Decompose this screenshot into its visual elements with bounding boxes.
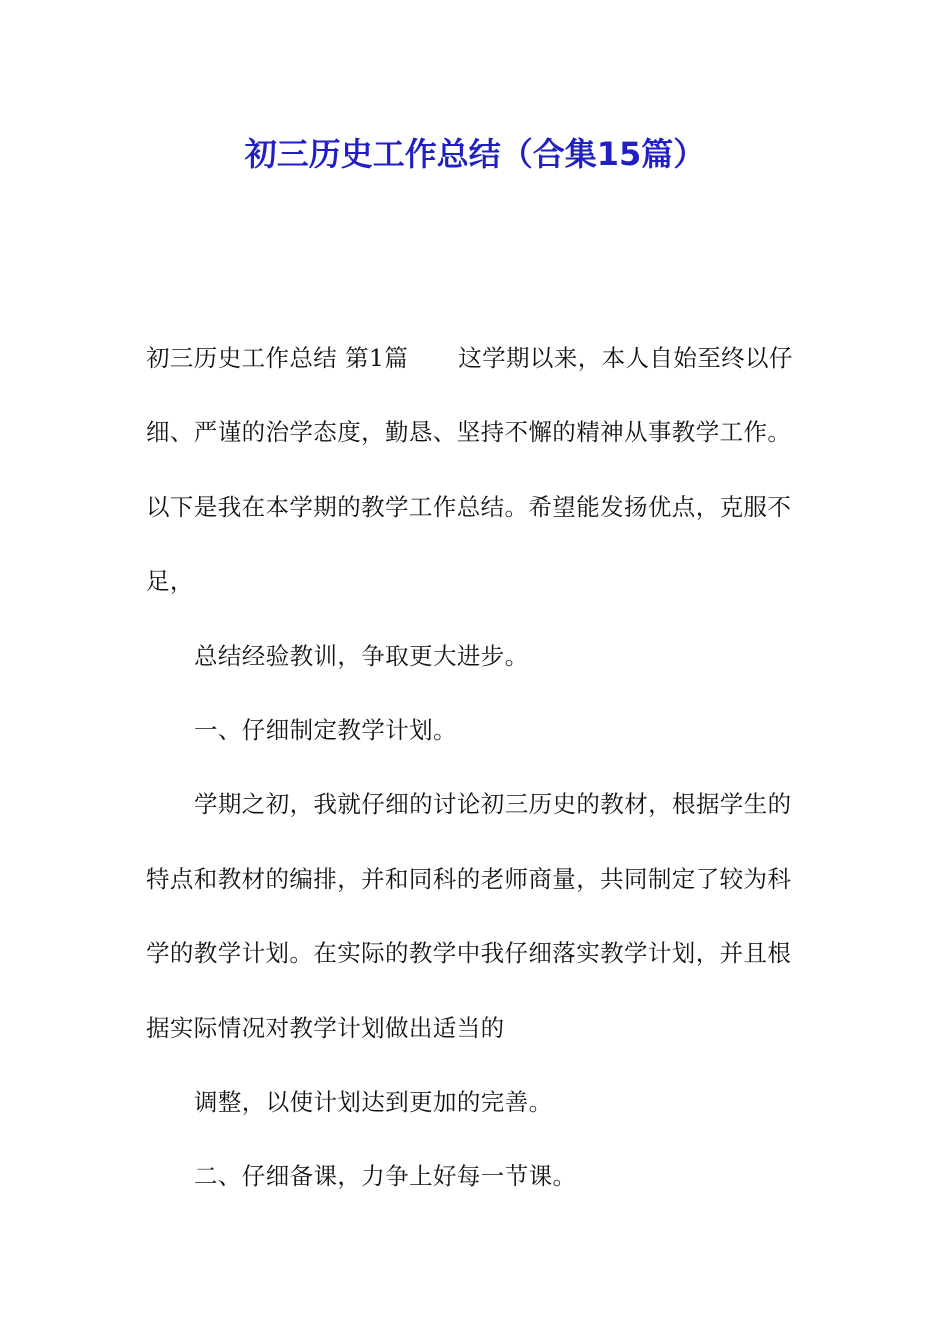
paragraph-line-8: 特点和教材的编排，并和同科的老师商量，共同制定了较为科 [146, 864, 792, 893]
document-body [146, 338, 806, 1231]
paragraph-line-4: 足， [146, 567, 194, 596]
paragraph-line-11: 调整，以使计划达到更加的完善。 [194, 1087, 553, 1116]
paragraph-line-5: 总结经验教训，争取更大进步。 [194, 641, 529, 670]
paragraph-line-10: 据实际情况对教学计划做出适当的 [146, 1013, 505, 1042]
paragraph-line-2: 细、严谨的治学态度，勤恳、坚持不懈的精神从事教学工作。 [146, 418, 792, 447]
section-heading-1: 一、仔细制定教学计划。 [194, 715, 457, 744]
paragraph-line-7: 学期之初，我就仔细的讨论初三历史的教材，根据学生的 [194, 790, 792, 819]
paragraph-line-3: 以下是我在本学期的教学工作总结。希望能发扬优点，克服不 [146, 492, 792, 521]
document-title: 初三历史工作总结（合集15篇） [244, 135, 706, 173]
section-heading-2: 二、仔细备课，力争上好每一节课。 [194, 1162, 577, 1191]
paragraph-line-1 [146, 338, 806, 412]
paragraph-line-9: 学的教学计划。在实际的教学中我仔细落实教学计划，并且根 [146, 939, 792, 968]
section-heading: 初三历史工作总结 第1篇 [146, 344, 409, 372]
paragraph-text: 这学期以来，本人自始至终以仔 [458, 344, 793, 372]
